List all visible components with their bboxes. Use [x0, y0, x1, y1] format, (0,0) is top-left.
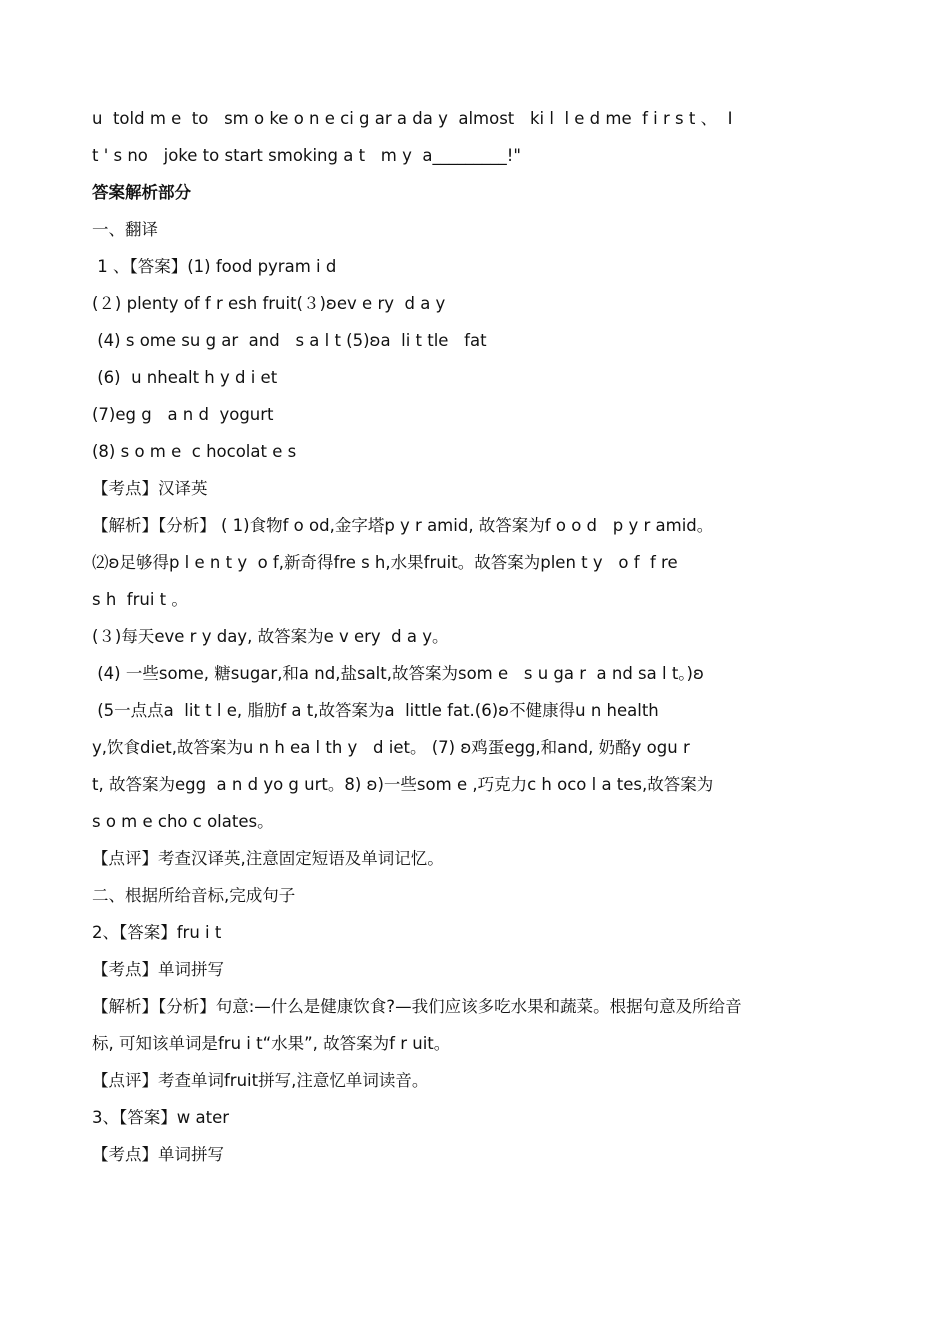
text-line: u told m e to sm o ke o n e ci g ar a da y almost ki l l e d me f i r s t 、 I [92, 109, 733, 128]
text-line: 【考点】单词拼写 [92, 960, 224, 979]
text-line: 2、【答案】fru i t [92, 923, 222, 942]
section-title: 一、翻译 [92, 220, 158, 239]
text-line: 【考点】汉译英 [92, 479, 208, 498]
text-line: (7)eg g a n d yogurt [92, 405, 274, 424]
text-line: (8) s o m e c hocolat e s [92, 442, 297, 461]
text-line: (4) 一些some, 糖sugar,和a nd,盐salt,故答案为som e s u ga r a nd sa l t。)ʚ [92, 664, 704, 683]
section-heading: 答案解析部分 [92, 183, 191, 202]
text-line: 【点评】考查汉译英,注意固定短语及单词记忆。 [92, 849, 444, 868]
text-line: (5一点点a lit t l e, 脂肪f a t,故答案为a little fat.(6)ʚ不健康得u n health [92, 701, 659, 720]
text-line: 【点评】考查单词fruit拼写,注意忆单词读音。 [92, 1071, 429, 1090]
text-line: 标, 可知该单词是fru i t“水果”, 故答案为f r uit。 [92, 1034, 451, 1053]
text-line: s h frui t 。 [92, 590, 188, 609]
text-line: (4) s ome su g ar and s a l t (5)ʚa li t tle fat [92, 331, 487, 350]
text-line: 3、【答案】w ater [92, 1108, 230, 1127]
text-line: s o m e cho c olates。 [92, 812, 274, 831]
text-line: t ' s no joke to start smoking a t m y a_________!" [92, 146, 521, 165]
text-line: (6) u nhealt h y d i et [92, 368, 278, 387]
text-line: 【解析】【分析】句意:—什么是健康饮食?—我们应该多吃水果和蔬菜。根据句意及所给音 [92, 997, 742, 1016]
section-title: 二、根据所给音标,完成句子 [92, 886, 296, 905]
text-line: t, 故答案为egg a n d yo g urt。8) ʚ)一些som e ,巧克力c h oco l a tes,故答案为 [92, 775, 714, 794]
text-line: 1 、【答案】(1) food pyram i d [92, 257, 337, 276]
text-line: 【解析】【分析】 ( 1)食物f o od,金字塔p y r amid, 故答案为f o o d p y r amid。 [92, 516, 714, 535]
text-line: 【考点】单词拼写 [92, 1145, 224, 1164]
text-line: y,饮食diet,故答案为u n h ea l th y d iet。 (7) ʚ鸡蛋egg,和and, 奶酪y ogu r [92, 738, 690, 757]
text-line: (３)每天eve r y day, 故答案为e v ery d a y。 [92, 627, 449, 646]
document-page [92, 100, 867, 1173]
text-line: (２) plenty of f r esh fruit(３)ʚev e ry d a y [92, 294, 446, 313]
text-line: ⑵ʚ足够得p l e n t y o f,新奇得fre s h,水果fruit。故答案为plen t y o f f re [92, 553, 678, 572]
